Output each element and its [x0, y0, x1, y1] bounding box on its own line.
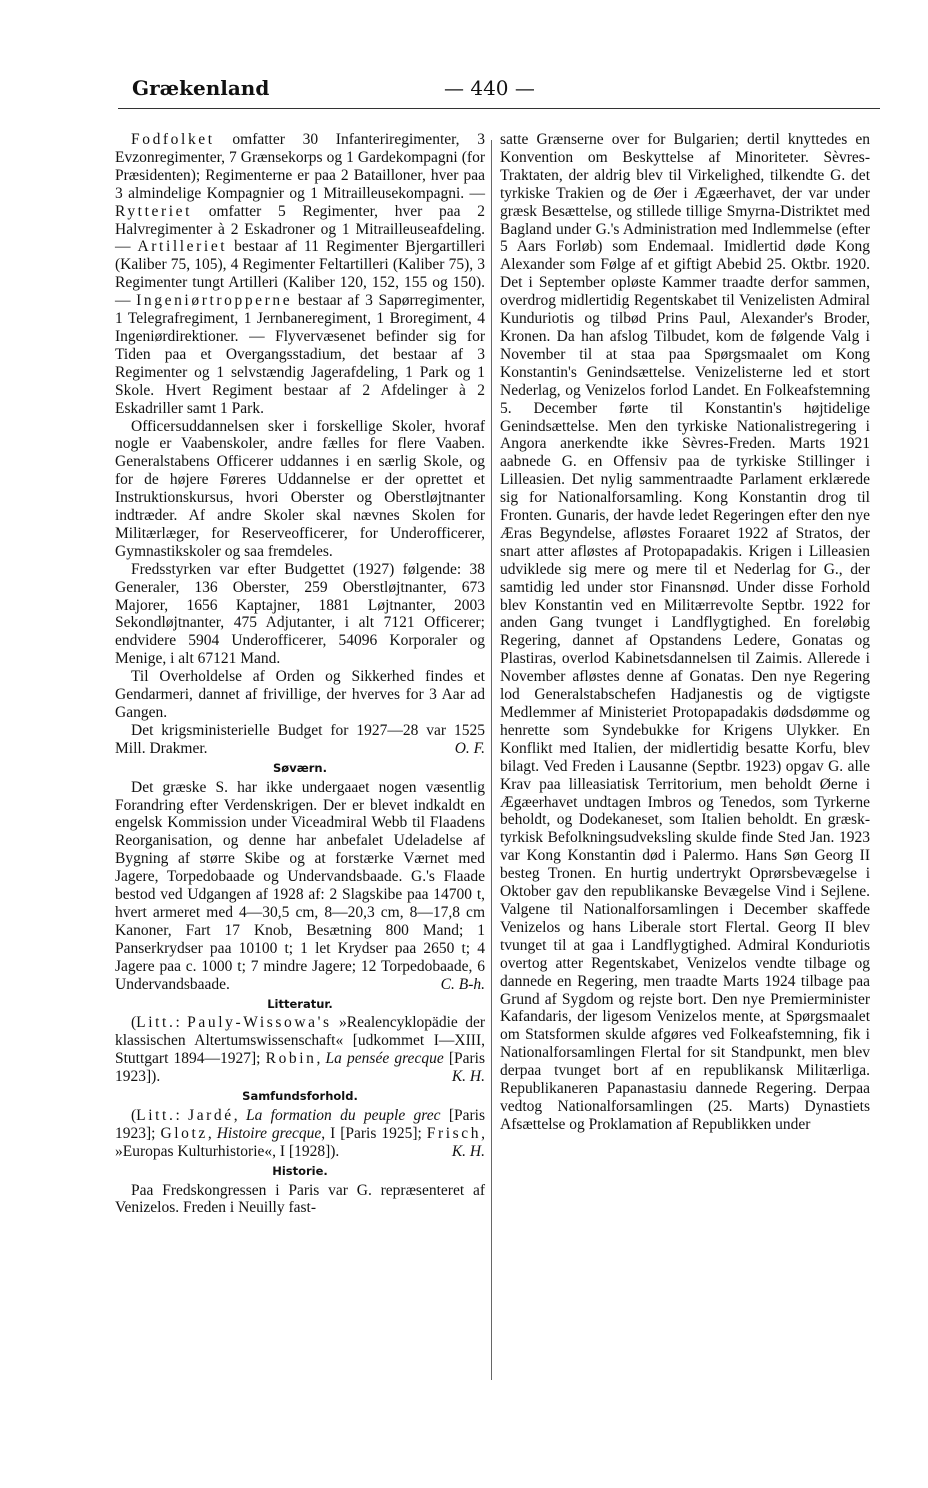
term-fodfolket: Fodfolket	[131, 131, 215, 148]
text: »Realencyklopädie der klassischen Altertumswissenschaft« [udkommet I—XIII, Stuttgart 1894—1927];	[115, 1014, 485, 1068]
term-rytteriet: Rytteriet	[115, 202, 193, 220]
author: Frisch	[426, 1124, 482, 1142]
book-title: Histoire grecque	[216, 1124, 322, 1142]
paragraph-history-continued: satte Grænserne over for Bulgarien; dertil knyttedes en Konvention om Beskyttelse af Minoriteter. Sèvres-Traktaten, der aldrig blev til Virkelighed, tilkendte G. det tyrkiske Trakien og de Øer i Ægæerhavet, der var under græsk Besættelse, og stillede tillige Smyrna-Distriktet med Bagland under G.'s Administration med Indlemmelse (efter 5 Aars Forløb) som Endemaal. Imidlertid døde Kong Alexander som Følge af et giftigt Abebid 25. Oktbr. 1920. Det i September opløste Kammer traadte derfor sammen, overdrog midlertidig Regentskabet til Venizelisten Admiral Kunduriotis og tilbød Prins Paul, Alexander's Broder, Kronen. Da han afslog Tilbudet, kom de følgende Valg i November til at staa paa Spørgsmaalet om Kong Konstantin's Genindsættelse. Venizelisterne led et stort Nederlag, og Venizelos forlod Landet. En Folkeafstemning 5. December førte til Konstantin's højtidelige Genindsættelse. Men den tyrkiske Nationalistregering i Angora anerkendte ikke Sèvres-Freden. Marts 1921 aabnede G. en Offensiv paa de tyrkiske Stillinger i Lilleasien. Det nylig sammentraadte Parlament erklærede sig for Nationalforsamling. Kong Konstantin drog til Fronten. Gunaris, der havde ledet Regeringen efter den nye Æras Begyndelse, afløstes Foraaret 1922 af Stratos, der snart atter afløstes af Protopapadakis. Krigen i Lilleasien udviklede sig mere og mere til et Nederlag for G., der samtidig led under stor Finansnød. Under disse Forhold blev Konstantin ved en Militærrevolte Septbr. 1922 for anden Gang tvunget i Landflygtighed. En foreløbig Regering, dannet af Opstandens Ledere, Gonatas og Plastiras, overlod Kabinetsdannelsen til Zaimis. Allerede i November afløstes denne af Gonatas. Den nye Regering lod Generalstabschefen Hadjanestis og de vigtigste Medlemmer af Ministeriet Protopapadakis dødsdømme og henrette som Syndebukke for Krigens Ulykker. En Konflikt med Italien, der midlertidig besatte Korfu, blev bilagt. Ved Freden i Lausanne (Septbr. 1923) opgav G. alle Krav paa lilleasiatisk Territorium, men beholdt Øerne i Ægæerhavet undtagen Imbros og Tenedos, som Tyrkerne beholdt, og Dodekaneset, som Italien beholdt. En græsk-tyrkisk Befolkningsudveksling skulde finde Sted Jan. 1923 var Kong Konstantin død i Palermo. Hans Søn Georg II besteg Tronen. En hurtig undertrykt Oprørsbevægelse i Oktober gav den republikanske Bevægelse Vind i Sejlene. Valgene til Nationalforsamlingen i December skaffede Venizelos og hans Liberale stort Flertal. Georg II blev tvunget til at gaa i Landflygtighed. Admiral Konduriotis overtog atter Regentskabet, Venizelos vendte tilbage og dannede en Regering, men traadte Marts 1924 tilbage paa Grund af Sygdom og rejste bort. Den nye Premierminister Kafandaris, der ligesom Venizelos mente, at Spørgsmaalet om Statsformen skulde afgøres ved Folkeafstemning, fik i Nationalforsamlingen Flertal for sit Standpunkt, men blev derpaa tvunget bort af en republikansk Militærliga. Republikaneren Papanastasiu dannede Regering. Derpaa vedtog Nationalforsamlingen (25. Marts) Dynastiets Afsættelse og Proklamation af Republikken under	[500, 131, 870, 1133]
paragraph-budget	[115, 722, 485, 758]
section-heading-historie: Historie.	[272, 1163, 328, 1178]
paragraph-history-start: Paa Fredskongressen i Paris var G. repræsenteret af Venizelos. Freden i Neuilly fast-	[115, 1181, 485, 1217]
text: Litt.	[136, 1106, 176, 1124]
running-head-title: Grækenland	[132, 76, 270, 100]
header-rule	[118, 108, 880, 109]
text: ,	[207, 1124, 217, 1142]
text: , »Europas Kulturhistorie«, I [1928]).	[115, 1124, 486, 1160]
text: [Paris 1923];	[115, 1106, 486, 1142]
left-column	[115, 131, 485, 1217]
section-heading-litteratur: Litteratur.	[267, 996, 333, 1011]
text: (	[131, 1106, 137, 1124]
text: Det krigsministerielle Budget for 1927—28 var 1525 Mill. Drakmer.	[115, 721, 485, 757]
text: ,	[233, 1106, 246, 1124]
section-heading-soevaern: Søværn.	[273, 760, 327, 775]
section-heading-samfundsforhold: Samfundsforhold.	[242, 1089, 358, 1104]
author: Glotz	[160, 1124, 208, 1142]
book-title: La pensée grecque	[325, 1050, 444, 1068]
paragraph-literature	[115, 1014, 485, 1086]
paragraph-navy	[115, 779, 485, 994]
text: omfatter 5 Regimenter, hver paa 2 Halvregimenter à 2 Eskadroner og 1 Mitrailleuseafdeling. —	[115, 202, 485, 256]
text: ,	[316, 1050, 326, 1068]
page-number: — 440 —	[444, 76, 535, 100]
text: Det græske S. har ikke undergaaet nogen væsentlig Forandring efter Verdenskrigen. Der er blevet indkaldt en engelsk Kommission under Viceadmiral Webb til Flaadens Reorganisation, og denne har anbefalet Udeladelse af Bygning af større Skibe og at forstærke Værnet med Jagere, Torpedobaade og Undervandsbaade. G.'s Flaade bestod ved Udgangen af 1928 af: 2 Slagskibe paa 14700 t, hvert armeret med 4—30,5 cm, 8—20,3 cm, 8—17,8 cm Kanoner, Fart 17 Knob, Besætning 800 Mand; 1 Panserkrydser paa 10100 t; 1 let Krydser paa 2650 t; 4 Jagere paa c. 1000 t; 7 mindre Jagere; 12 Torpedobaade, 6 Undervandsbaade.	[115, 778, 485, 993]
text: omfatter 30 Infanteriregimenter, 3 Evzonregimenter, 7 Grænsekorps og 1 Gardekompagni (for Præsidenten); Regimenterne er paa 2 Batailloner, hver paa 3 almindelige Kompagnier og 1 Mitrailleusekompagni. —	[115, 131, 485, 202]
text: :	[175, 1014, 188, 1032]
text: , I [Paris 1925];	[321, 1124, 427, 1142]
paragraph-gendarmerie: Til Overholdelse af Orden og Sikkerhed findes et Gendarmeri, dannet af frivillige, der hverves for 3 Aar ad Gangen.	[115, 668, 485, 721]
signature: C. B-h.	[440, 975, 485, 993]
paragraph-society	[115, 1107, 485, 1161]
term-ingenioertropperne: Ingeniørtropperne	[136, 292, 293, 310]
text: bestaar af 11 Regimenter Bjergartilleri (Kaliber 75, 105), 4 Regimenter Feltartilleri (Kaliber 75), 3 Regimenter tungt Artilleri (Kaliber 120, 152, 155 og 150). —	[115, 238, 486, 310]
right-column	[500, 131, 870, 1134]
paragraph-peace-strength: Fredsstyrken var efter Budgettet (1927) følgende: 38 Generaler, 136 Oberster, 259 Oberstløjtnanter, 673 Majorer, 1656 Kaptajner, 1881 Løjtnanter, 2003 Sekondløjtnanter, 475 Adjutanter, i alt 7121 Officerer; endvidere 5904 Underofficerer, 54096 Korporaler og Menige, i alt 67121 Mand.	[115, 560, 485, 668]
text: Litt.	[136, 1014, 176, 1032]
author: Pauly-Wissowa's	[187, 1014, 332, 1032]
text: :	[175, 1106, 189, 1124]
author: Jardé	[188, 1106, 234, 1124]
text: (	[131, 1014, 137, 1032]
paragraph-army	[115, 131, 485, 418]
text: [Paris 1923]).	[115, 1050, 485, 1086]
paragraph-officers: Officersuddannelsen sker i forskellige Skoler, hvoraf nogle er Vaabenskoler, andre fælles for flere Vaaben. Generalstabens Officerer uddannes i en særlig Skole, og for de højere Føreres Uddannelse er der oprettet et Instruktionskursus, hvori Oberster og Oberstløjtnanter indtræder. Af andre Skoler skal nævnes Skolen for Militærlæger, for Reserveofficerer, for Underofficerer, Gymnastikskoler og saa fremdeles.	[115, 417, 485, 560]
term-artilleriet: Artilleriet	[137, 238, 228, 256]
book-title: La formation du peuple grec	[245, 1106, 441, 1124]
text: bestaar af 3 Sapørregimenter, 1 Telegrafregiment, 1 Jernbaneregiment, 1 Broregiment, 4 Ingeniørdirektioner. — Flyvervæsenet befinder sig for Tiden paa et Overgangsstadium, det bestaar af 3 Regimenter og 1 selvstændig Jagerafdeling, 1 Park og 1 Skole. Hvert Regiment bestaar af 2 Afdelinger à 2 Eskadriller samt 1 Park.	[115, 292, 486, 417]
author: Robin	[265, 1050, 317, 1068]
signature: K. H.	[451, 1142, 485, 1160]
page-header	[0, 72, 928, 106]
signature: O. F.	[454, 739, 485, 757]
column-divider	[491, 140, 492, 1380]
signature: K. H.	[451, 1068, 485, 1086]
